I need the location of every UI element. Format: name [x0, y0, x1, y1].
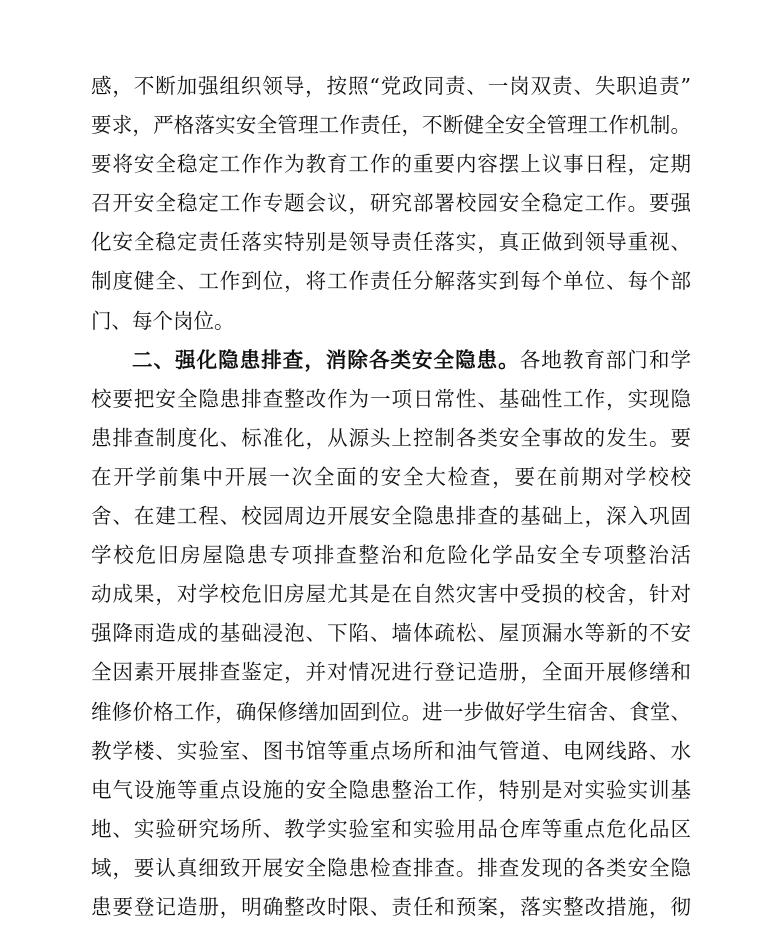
paragraph-line: 教学楼、实验室、图书馆等重点场所和油气管道、电网线路、水 [91, 738, 691, 763]
section-heading: 二、强化隐患排查，消除各类安全隐患。 [132, 347, 520, 372]
paragraph-line: 要将安全稳定工作作为教育工作的重要内容摆上议事日程，定期 [91, 152, 691, 177]
paragraph-line: 舍、在建工程、校园周边开展安全隐患排查的基础上，深入巩固 [91, 504, 691, 529]
paragraph-line: 要求，严格落实安全管理工作责任，不断健全安全管理工作机制。 [91, 113, 691, 138]
paragraph-line: 学校危旧房屋隐患专项排查整治和危险化学品安全专项整治活 [91, 543, 691, 568]
paragraph-line: 患要登记造册，明确整改时限、责任和预案，落实整改措施，彻 [91, 894, 691, 919]
paragraph-line: 门、每个岗位。 [91, 308, 235, 333]
paragraph-line: 校要把安全隐患排查整改作为一项日常性、基础性工作，实现隐 [91, 386, 691, 411]
paragraph-line: 制度健全、工作到位，将工作责任分解落实到每个单位、每个部 [91, 269, 691, 294]
paragraph-line: 地、实验研究场所、教学实验室和实验用品仓库等重点危化品区 [91, 816, 691, 841]
paragraph-line: 召开安全稳定工作专题会议，研究部署校园安全稳定工作。要强 [91, 191, 691, 216]
paragraph-line: 化安全稳定责任落实特别是领导责任落实，真正做到领导重视、 [91, 230, 691, 255]
paragraph-line: 电气设施等重点设施的安全隐患整治工作，特别是对实验实训基 [91, 777, 691, 802]
paragraph-line: 全因素开展排查鉴定，并对情况进行登记造册，全面开展修缮和 [91, 660, 691, 685]
paragraph-line: 域，要认真细致开展安全隐患检查排查。排查发现的各类安全隐 [91, 855, 691, 880]
paragraph-line: 强降雨造成的基础浸泡、下陷、墙体疏松、屋顶漏水等新的不安 [91, 621, 691, 646]
paragraph-line: 动成果，对学校危旧房屋尤其是在自然灾害中受损的校舍，针对 [91, 582, 691, 607]
document-body [91, 67, 691, 927]
paragraph-line: 在开学前集中开展一次全面的安全大检查，要在前期对学校校 [91, 464, 691, 489]
section-text: 各地教育部门和学 [519, 347, 691, 372]
paragraph-line: 患排查制度化、标准化，从源头上控制各类安全事故的发生。要 [91, 425, 691, 450]
paragraph-line: 维修价格工作，确保修缮加固到位。进一步做好学生宿舍、食堂、 [91, 699, 691, 724]
paragraph-line: 感，不断加强组织领导，按照“党政同责、一岗双责、失职追责” [91, 74, 691, 98]
section-heading-line [91, 341, 691, 380]
